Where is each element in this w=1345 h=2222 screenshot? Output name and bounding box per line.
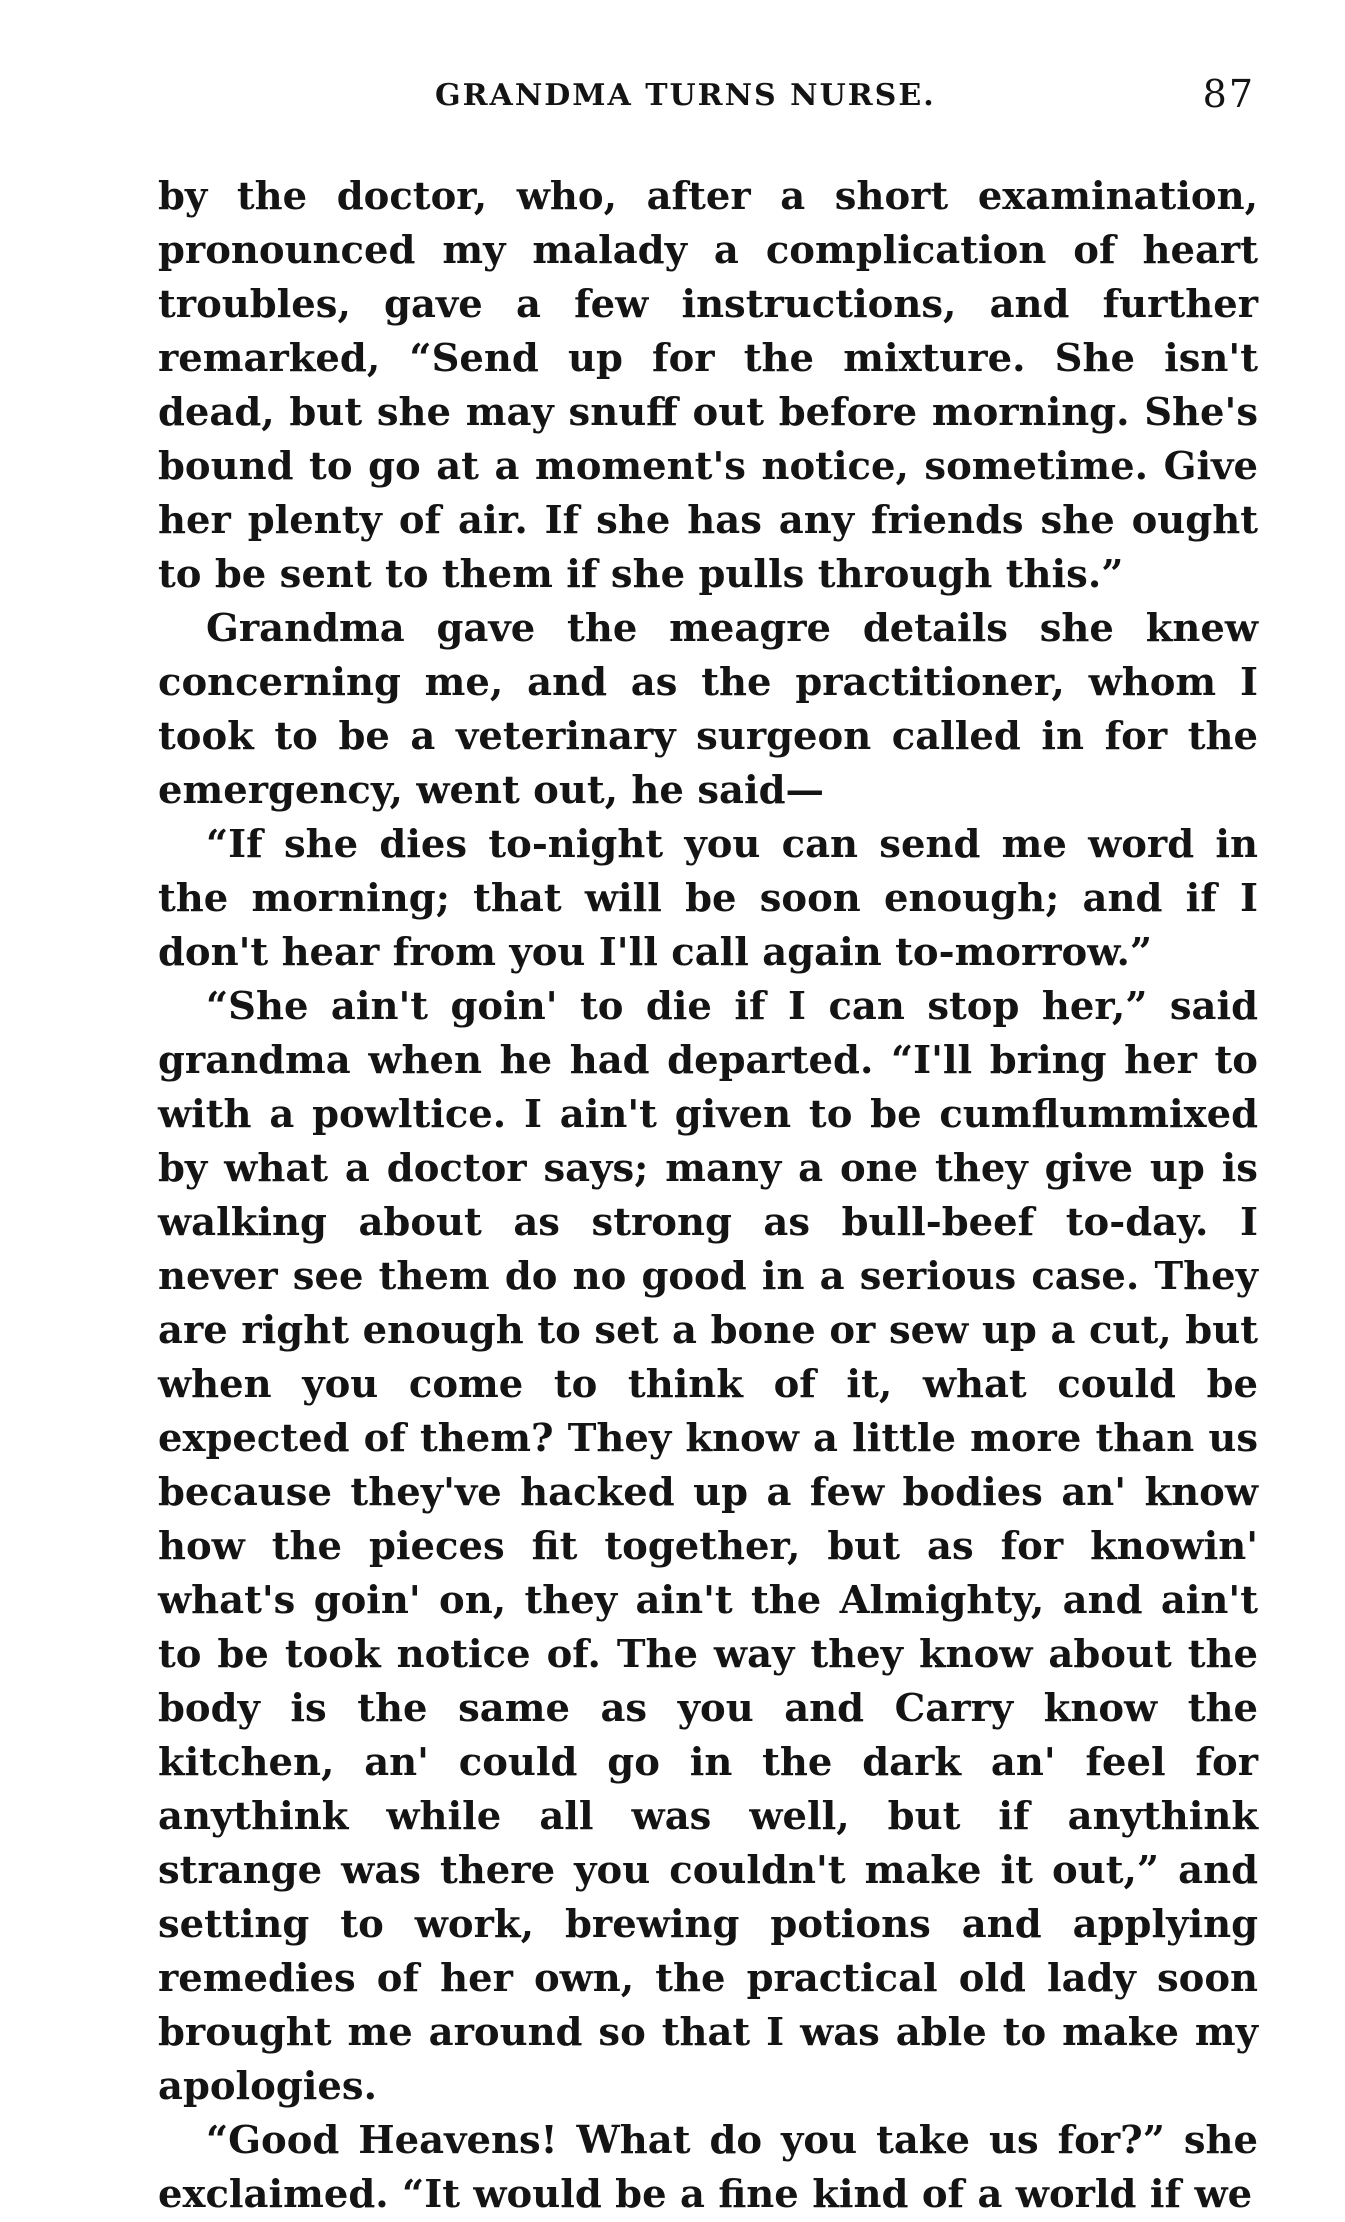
- running-title: GRANDMA TURNS NURSE.: [435, 78, 936, 113]
- paragraph: Grandma gave the meagre details she knew concerning me, and as the practitioner, whom I took to be a veterinary surgeon called in for the emergency, went out, he said—: [158, 606, 1258, 813]
- paragraph: “If she dies to-night you can send me word in the morning; that will be soon enough; and if I don't hear from you I'll call again to-morrow.”: [158, 822, 1258, 975]
- page-number: 87: [1202, 72, 1255, 116]
- running-header: [165, 72, 1255, 128]
- paragraph: “Good Heavens! What do you take us for?” she exclaimed. “It would be a fine kind of a world if we: [158, 2118, 1258, 2217]
- body-text: [158, 170, 1258, 2222]
- paragraph-continuation: by the doctor, who, after a short examination, pronounced my malady a complication of heart troubles, gave a few instructions, and further remarked, “Send up for the mixture. She isn't dead, but she may snuff out before morning. She's bound to go at a moment's notice, sometime. Give her plenty of air. If she has any friends she ought to be sent to them if she pulls through this.”: [158, 174, 1258, 597]
- paragraph: “She ain't goin' to die if I can stop her,” said grandma when he had departed. “I'll bring her to with a powltice. I ain't given to be cumflummixed by what a doctor says; many a one they give up is walking about as strong as bull-beef to-day. I never see them do no good in a serious case. They are right enough to set a bone or sew up a cut, but when you come to think of it, what could be expected of them? They know a little more than us because they've hacked up a few bodies an' know how the pieces fit together, but as for knowin' what's goin' on, they ain't the Almighty, and ain't to be took notice of. The way they know about the body is the same as you and Carry know the kitchen, an' could go in the dark an' feel for anythink while all was well, but if anythink strange was there you couldn't make it out,” and setting to work, brewing potions and applying remedies of her own, the practical old lady soon brought me around so that I was able to make my apologies.: [158, 984, 1258, 2109]
